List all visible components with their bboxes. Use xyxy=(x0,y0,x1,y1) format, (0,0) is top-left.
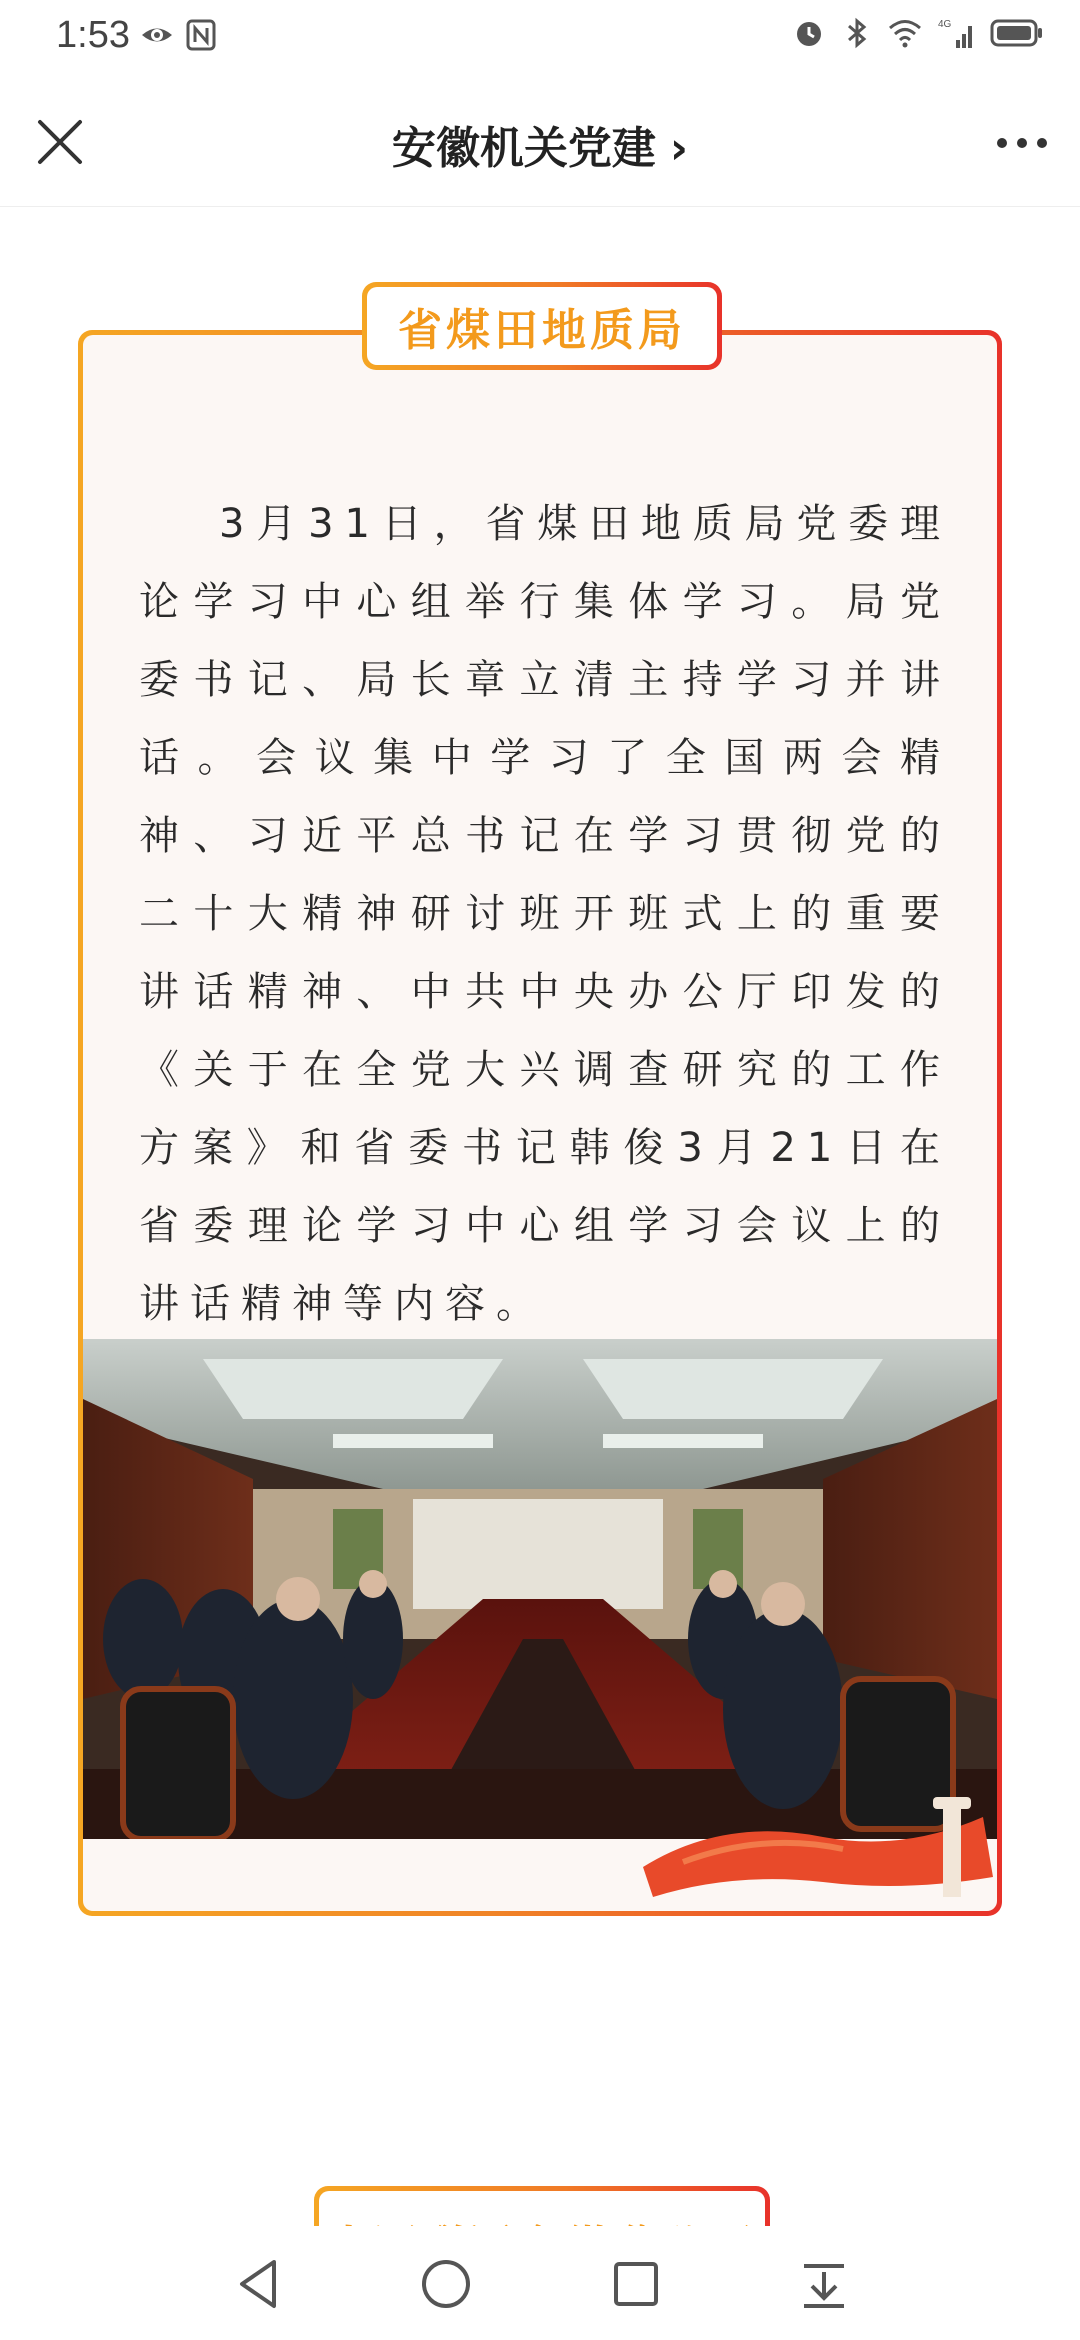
system-navigation-bar xyxy=(0,2226,1080,2340)
4g-signal-icon xyxy=(936,16,976,50)
article-card xyxy=(78,330,1002,1916)
chevron-right-icon: › xyxy=(669,123,689,174)
more-options-icon[interactable] xyxy=(992,118,1052,168)
svg-text:4G: 4G xyxy=(938,19,952,30)
meeting-room-photo xyxy=(83,1339,997,1839)
section-badge xyxy=(362,282,722,370)
notification-pulldown-icon[interactable] xyxy=(794,2254,854,2314)
red-flag-decoration-icon xyxy=(643,1797,997,1897)
home-icon[interactable] xyxy=(416,2254,476,2314)
wifi-icon xyxy=(888,16,922,50)
section-badge-label: 省煤田地质局 xyxy=(398,305,686,356)
back-icon[interactable] xyxy=(228,2254,288,2314)
status-bar xyxy=(0,0,1080,78)
nfc-icon xyxy=(184,18,218,52)
account-title-link[interactable] xyxy=(0,112,1080,176)
app-header xyxy=(0,78,1080,207)
recent-apps-icon[interactable] xyxy=(606,2254,666,2314)
battery-icon xyxy=(990,16,1044,50)
bluetooth-icon xyxy=(840,16,874,50)
article-paragraph: 3月31日，省煤田地质局党委理论学习中心组举行集体学习。局党委书记、局长章立清主持学习并讲话。会议集中学习了全国两会精神、习近平总书记在学习贯彻党的二十大精神研讨班开班式上的重要讲话精神、中共中央办公厅印发的《关于在全党大兴调查研究的工作方案》和省委书记韩俊3月21日在省委理论学习中心组学习会议上的讲话精神等内容。 xyxy=(139,501,951,1327)
alarm-icon xyxy=(792,16,826,50)
eye-icon xyxy=(140,18,174,52)
status-time: 1:53 xyxy=(56,14,130,56)
page-title: 安徽机关党建 xyxy=(391,123,656,174)
